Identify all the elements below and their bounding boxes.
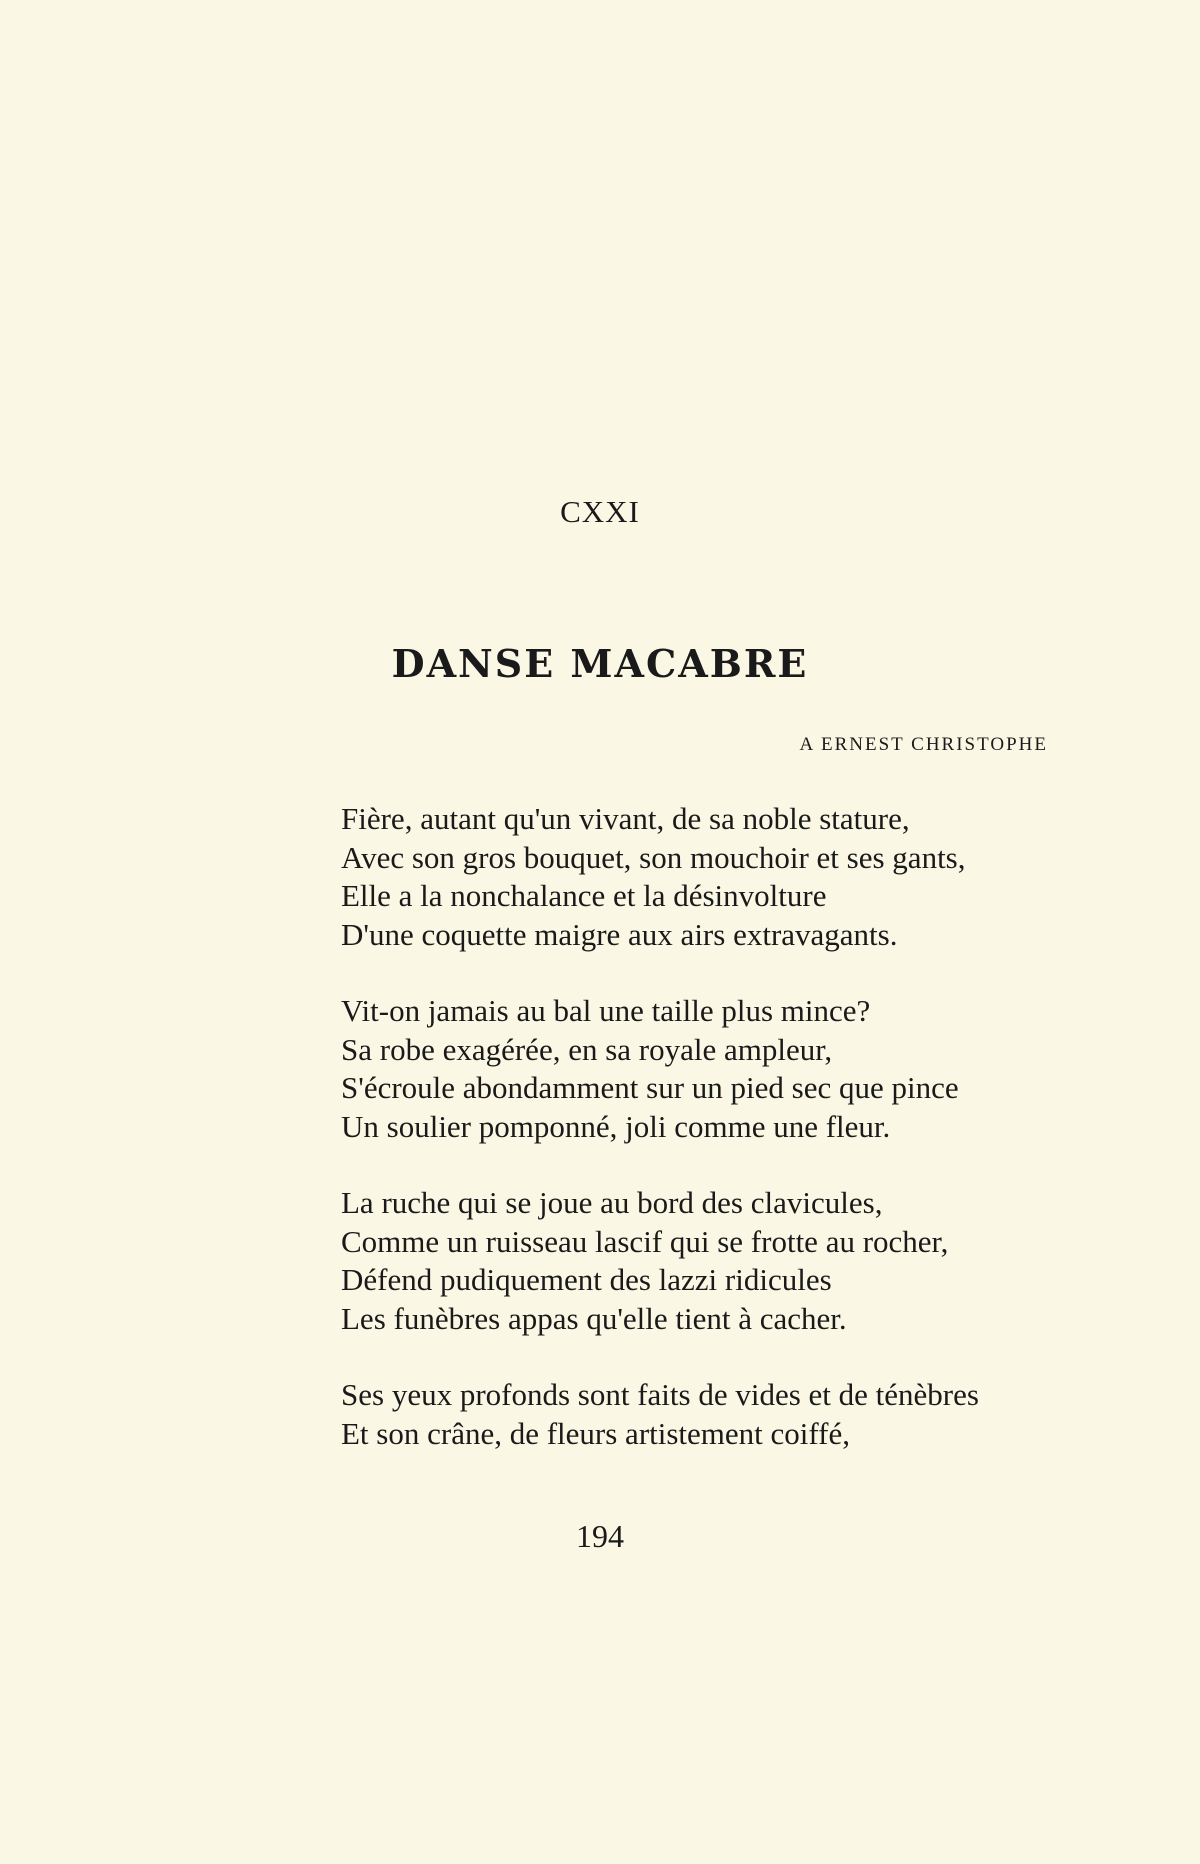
poem-line: Sa robe exagérée, en sa royale ampleur, (341, 1031, 833, 1067)
poem-line: Et son crâne, de fleurs artistement coiffé, (341, 1415, 851, 1451)
poem-line: Les funèbres appas qu'elle tient à cacher. (341, 1300, 847, 1336)
poem-line: Ses yeux profonds sont faits de vides et de ténèbres (341, 1377, 979, 1412)
poem-line: Fière, autant qu'un vivant, de sa noble stature, (341, 801, 910, 836)
section-number: CXXI (560, 494, 640, 529)
poem-line: La ruche qui se joue au bord des clavicules, (341, 1185, 883, 1220)
stanza (341, 1376, 1141, 1453)
page-number: 194 (576, 1518, 624, 1554)
poem-line: Elle a la nonchalance et la désinvolture (341, 878, 827, 913)
poem-body (341, 800, 1141, 1491)
dedication: A ERNEST CHRISTOPHE (799, 734, 1048, 755)
poem-line: S'écroule abondamment sur un pied sec que pince (341, 1070, 959, 1105)
poem-title: DANSE MACABRE (391, 641, 809, 686)
poem-line: D'une coquette maigre aux airs extravagants. (341, 916, 898, 952)
stanza (341, 1184, 1141, 1338)
stanza (341, 800, 1141, 954)
poem-line: Comme un ruisseau lascif qui se frotte au rocher, (341, 1223, 949, 1259)
poem-line: Défend pudiquement des lazzi ridicules (341, 1262, 832, 1297)
poem-line: Un soulier pomponné, joli comme une fleur. (341, 1108, 891, 1144)
stanza (341, 992, 1141, 1146)
poem-line: Vit-on jamais au bal une taille plus mince? (341, 993, 871, 1028)
poem-line: Avec son gros bouquet, son mouchoir et ses gants, (341, 839, 966, 875)
